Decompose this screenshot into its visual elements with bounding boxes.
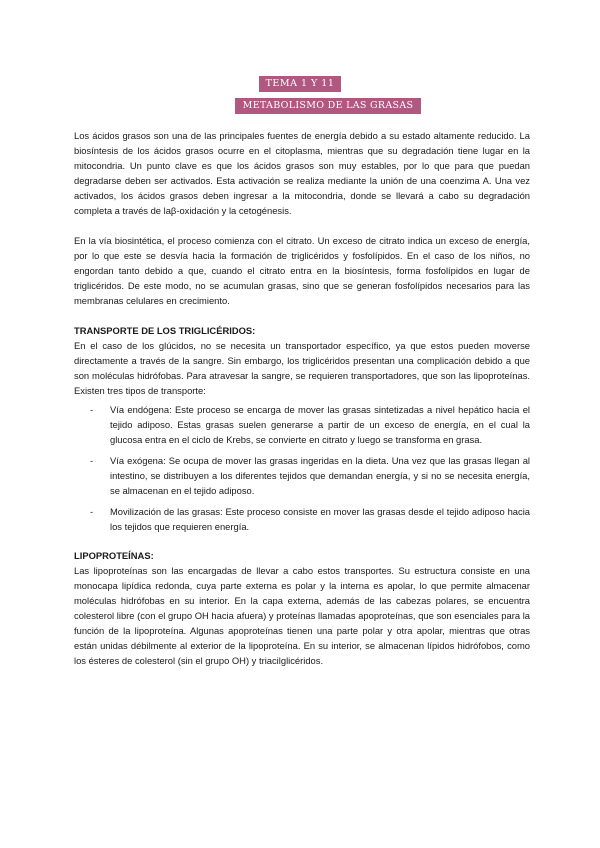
list-item: - Movilización de las grasas: Este proceso consiste en mover las grasas desde el tejido adiposo hacia los tejidos que requieren energía. [90,506,530,532]
dash-bullet: - [90,455,94,466]
tema-label: TEMA 1 Y 11 [259,76,342,92]
section-heading-lipoproteinas: LIPOPROTEÍNAS: [74,550,154,561]
paragraph-intro: Los ácidos grasos son una de las principales fuentes de energía debido a su estado altamente reducido. La biosíntesis de los ácidos grasos ocurre en el citoplasma, mientras que su degradación tiene lugar en la mitocondria. Un punto clave es que los ácidos grasos son muy estables, por lo que para que puedan degradarse deben ser activados. Esta activación se realiza mediante la unión de una coenzima A. Una vez activados, los ácidos grasos deben ingresar a la mitocondria, donde se llevará a cabo su degradación completa a través de laβ-oxidación y la cetogénesis. [74,130,530,216]
dash-bullet: - [90,404,94,415]
paragraph-biosintesis: En la vía biosintética, el proceso comienza con el citrato. Un exceso de citrato indica un exceso de energía, por lo que este se desvía hacia la formación de triglicéridos y fosfolípidos. En el caso de los niños, no engordan tanto debido a que, cuando el citrato entra en la biosíntesis, forma fosfolípidos en lugar de triglicéridos. De este modo, no se acumulan grasas, sino que se generan fosfolípidos necesarios para las membranas celulares en crecimiento. [74,235,530,306]
section-heading-transporte: TRANSPORTE DE LOS TRIGLICÉRIDOS: [74,325,256,336]
dash-bullet: - [90,506,94,517]
title-banner [0,95,600,114]
document-title: METABOLISMO DE LAS GRASAS [235,98,422,114]
paragraph-lipoproteinas: Las lipoproteínas son las encargadas de llevar a cabo estos transportes. Su estructura consiste en una monocapa lipídica redonda, cuya parte externa es polar y la interna es apolar, lo que permite almacenar moléculas hidrófobas en su interior. En la capa externa, además de las cabezas polares, se encuentra colesterol libre (con el grupo OH hacia afuera) y proteínas llamadas apoproteínas, que son esenciales para la función de la lipoproteína. Algunas apoproteínas tienen una parte polar y otra apolar, mientras que otras están unidas débilmente al exterior de la lipoproteína. En su interior, se almacenan lípidos hidrófobos, como los ésteres de colesterol (sin el grupo OH) y triacilglicéridos. [74,565,530,666]
list-item: - Vía endógena: Este proceso se encarga de mover las grasas sintetizadas a nivel hepático hacia el tejido adiposo. Estas grasas suelen generarse a partir de un exceso de energía, en el cual la glucosa entra en el ciclo de Krebs, se convierte en citrato y luego se transforma en grasa. [90,404,530,445]
list-item: - Vía exógena: Se ocupa de mover las grasas ingeridas en la dieta. Una vez que las grasas llegan al intestino, se distribuyen a los diferentes tejidos que demandan energía, y si no se necesita energía, se almacenan en el tejido adiposo. [90,455,530,496]
paragraph-transporte: En el caso de los glúcidos, no se necesita un transportador específico, ya que estos pueden moverse directamente a través de la sangre. Sin embargo, los triglicéridos presentan una complicación debido a que son moléculas hidrófobas. Para atravesar la sangre, se requieren transportadores, que son las lipoproteínas. Existen tres tipos de transporte: [74,340,530,396]
document-body [74,128,530,668]
transport-list [74,402,530,534]
tema-banner [0,73,600,92]
